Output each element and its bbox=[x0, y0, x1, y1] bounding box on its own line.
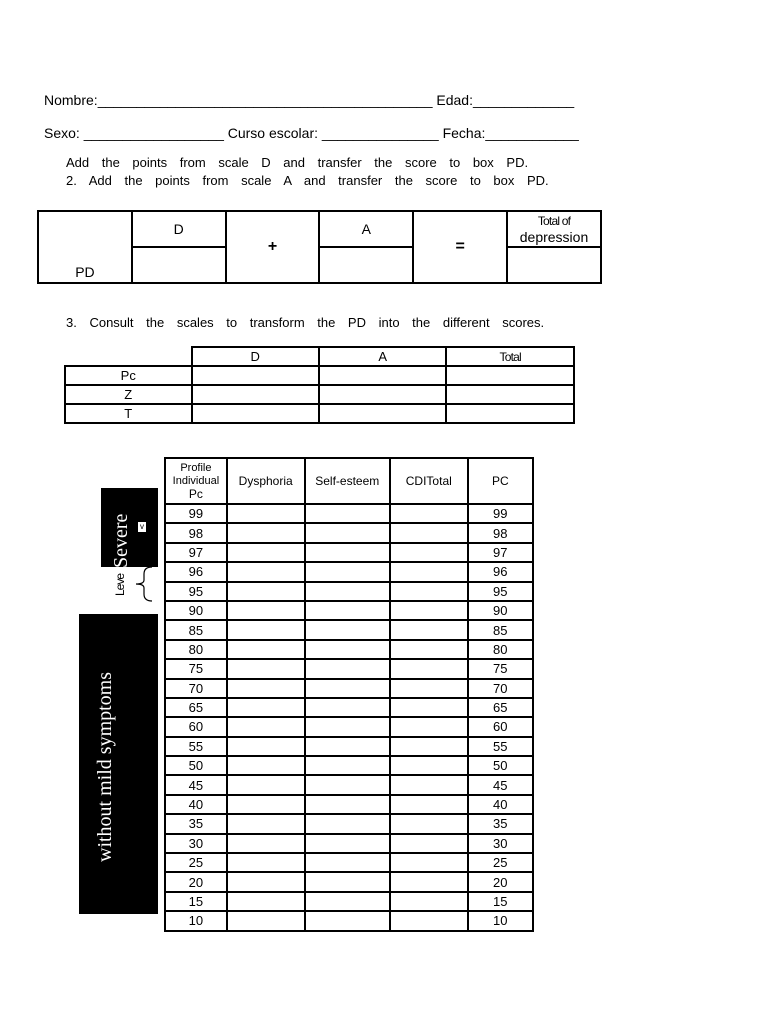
profile-input-cell[interactable] bbox=[227, 892, 305, 911]
profile-pc-value: 96 bbox=[165, 562, 227, 581]
profile-pc-value: 85 bbox=[165, 620, 227, 639]
profile-input-cell[interactable] bbox=[227, 562, 305, 581]
profile-input-cell[interactable] bbox=[305, 698, 390, 717]
table-row bbox=[165, 795, 533, 814]
score-cell[interactable] bbox=[192, 385, 319, 404]
profile-pc-value-right: 99 bbox=[468, 504, 533, 523]
profile-pc-value-right: 75 bbox=[468, 659, 533, 678]
profile-input-cell[interactable] bbox=[390, 756, 468, 775]
profile-pc-value: 95 bbox=[165, 582, 227, 601]
profile-header-selfesteem: Self-esteem bbox=[305, 458, 390, 504]
profile-input-cell[interactable] bbox=[390, 853, 468, 872]
table-row bbox=[165, 717, 533, 736]
score-row-label-t: T bbox=[65, 404, 192, 423]
sexo-field[interactable]: __________________ bbox=[83, 125, 224, 141]
profile-input-cell[interactable] bbox=[390, 562, 468, 581]
profile-input-cell[interactable] bbox=[305, 737, 390, 756]
brace-icon bbox=[132, 566, 156, 602]
profile-input-cell[interactable] bbox=[390, 911, 468, 930]
score-table bbox=[64, 346, 575, 424]
pd-a-header bbox=[319, 211, 413, 247]
profile-input-cell[interactable] bbox=[227, 698, 305, 717]
profile-input-cell[interactable] bbox=[390, 601, 468, 620]
profile-input-cell[interactable] bbox=[305, 620, 390, 639]
score-header-d: D bbox=[192, 347, 319, 366]
profile-input-cell[interactable] bbox=[390, 679, 468, 698]
profile-pc-value-right: 35 bbox=[468, 814, 533, 833]
plus-sign: + bbox=[267, 238, 278, 255]
profile-header-line2: Individual bbox=[172, 474, 220, 487]
profile-header-pc-right: PC bbox=[468, 458, 533, 504]
profile-input-cell[interactable] bbox=[305, 853, 390, 872]
profile-pc-value: 25 bbox=[165, 853, 227, 872]
profile-input-cell[interactable] bbox=[227, 756, 305, 775]
instruction-step1: Add the points from scale D and transfer the score to box PD. bbox=[66, 155, 529, 170]
nombre-label: Nombre: bbox=[44, 92, 98, 108]
profile-input-cell[interactable] bbox=[227, 834, 305, 853]
profile-input-cell[interactable] bbox=[305, 717, 390, 736]
profile-input-cell[interactable] bbox=[390, 543, 468, 562]
profile-pc-value-right: 55 bbox=[468, 737, 533, 756]
profile-pc-value: 15 bbox=[165, 892, 227, 911]
profile-header-line3: Pc bbox=[188, 486, 203, 501]
profile-input-cell[interactable] bbox=[390, 717, 468, 736]
table-row bbox=[165, 737, 533, 756]
profile-input-cell[interactable] bbox=[390, 814, 468, 833]
profile-input-cell[interactable] bbox=[227, 659, 305, 678]
profile-input-cell[interactable] bbox=[305, 523, 390, 542]
profile-pc-value-right: 90 bbox=[468, 601, 533, 620]
table-row bbox=[165, 698, 533, 717]
profile-input-cell[interactable] bbox=[305, 911, 390, 930]
profile-header-cditotal: CDITotal bbox=[390, 458, 468, 504]
profile-input-cell[interactable] bbox=[227, 640, 305, 659]
profile-pc-value-right: 80 bbox=[468, 640, 533, 659]
table-row bbox=[165, 620, 533, 639]
table-row bbox=[165, 892, 533, 911]
profile-pc-value: 55 bbox=[165, 737, 227, 756]
equals-sign: = bbox=[455, 238, 465, 255]
profile-pc-value: 10 bbox=[165, 911, 227, 930]
without-box bbox=[79, 614, 158, 914]
table-row bbox=[165, 601, 533, 620]
profile-pc-value-right: 45 bbox=[468, 775, 533, 794]
curso-field[interactable]: _______________ bbox=[321, 125, 439, 141]
profile-input-cell[interactable] bbox=[227, 543, 305, 562]
table-row bbox=[165, 814, 533, 833]
leve-label: Leve bbox=[113, 573, 127, 596]
profile-header-line1: Profile bbox=[180, 461, 212, 474]
profile-pc-value-right: 97 bbox=[468, 543, 533, 562]
profile-input-cell[interactable] bbox=[227, 679, 305, 698]
profile-pc-value-right: 85 bbox=[468, 620, 533, 639]
profile-pc-value-right: 50 bbox=[468, 756, 533, 775]
profile-pc-value: 75 bbox=[165, 659, 227, 678]
profile-input-cell[interactable] bbox=[305, 601, 390, 620]
curso-label: Curso escolar: bbox=[227, 125, 319, 141]
profile-input-cell[interactable] bbox=[227, 814, 305, 833]
profile-input-cell[interactable] bbox=[390, 640, 468, 659]
profile-input-cell[interactable] bbox=[227, 853, 305, 872]
fecha-label: Fecha: bbox=[442, 125, 486, 141]
pd-total-input[interactable] bbox=[507, 247, 601, 283]
table-row bbox=[165, 911, 533, 930]
profile-pc-value-right: 98 bbox=[468, 523, 533, 542]
table-row bbox=[165, 775, 533, 794]
profile-input-cell[interactable] bbox=[305, 504, 390, 523]
profile-input-cell[interactable] bbox=[305, 543, 390, 562]
profile-input-cell[interactable] bbox=[305, 640, 390, 659]
profile-input-cell[interactable] bbox=[305, 834, 390, 853]
score-header-a: A bbox=[319, 347, 446, 366]
profile-header-pc bbox=[165, 458, 227, 504]
profile-pc-value-right: 30 bbox=[468, 834, 533, 853]
profile-input-cell[interactable] bbox=[305, 775, 390, 794]
profile-input-cell[interactable] bbox=[305, 795, 390, 814]
score-row-label-pc: Pc bbox=[65, 366, 192, 385]
edad-label: Edad: bbox=[436, 92, 473, 108]
profile-input-cell[interactable] bbox=[305, 562, 390, 581]
pd-d-header bbox=[132, 211, 226, 247]
table-row bbox=[165, 679, 533, 698]
profile-input-cell[interactable] bbox=[390, 659, 468, 678]
table-row bbox=[165, 562, 533, 581]
table-row bbox=[165, 872, 533, 891]
profile-pc-value-right: 20 bbox=[468, 872, 533, 891]
severe-label: Severe bbox=[110, 513, 132, 568]
without-label: without mild symptoms bbox=[94, 671, 116, 862]
profile-input-cell[interactable] bbox=[390, 698, 468, 717]
profile-input-cell[interactable] bbox=[305, 679, 390, 698]
profile-input-cell[interactable] bbox=[390, 620, 468, 639]
profile-pc-value-right: 70 bbox=[468, 679, 533, 698]
profile-input-cell[interactable] bbox=[390, 795, 468, 814]
pd-d-input[interactable] bbox=[132, 247, 226, 283]
profile-input-cell[interactable] bbox=[227, 795, 305, 814]
profile-pc-value: 98 bbox=[165, 523, 227, 542]
profile-input-cell[interactable] bbox=[305, 756, 390, 775]
score-cell[interactable] bbox=[446, 404, 574, 423]
pd-table bbox=[37, 210, 602, 284]
profile-input-cell[interactable] bbox=[227, 582, 305, 601]
nombre-field[interactable]: ___________________________________________ bbox=[97, 92, 433, 108]
profile-header-dysphoria: Dysphoria bbox=[227, 458, 305, 504]
table-row bbox=[165, 853, 533, 872]
pd-a-label: A bbox=[361, 221, 371, 237]
profile-input-cell[interactable] bbox=[227, 620, 305, 639]
edad-field[interactable]: _____________ bbox=[472, 92, 575, 108]
instruction-step3: 3. Consult the scales to transform the PD into the different scores. bbox=[66, 315, 545, 330]
profile-input-cell[interactable] bbox=[390, 582, 468, 601]
profile-pc-value-right: 95 bbox=[468, 582, 533, 601]
profile-input-cell[interactable] bbox=[227, 601, 305, 620]
table-row bbox=[165, 543, 533, 562]
table-row bbox=[165, 504, 533, 523]
pd-a-input[interactable] bbox=[319, 247, 413, 283]
profile-input-cell[interactable] bbox=[227, 911, 305, 930]
profile-input-cell[interactable] bbox=[227, 775, 305, 794]
pd-total-header bbox=[507, 211, 601, 247]
profile-input-cell[interactable] bbox=[227, 737, 305, 756]
score-row-label-z: Z bbox=[65, 385, 192, 404]
score-cell[interactable] bbox=[192, 404, 319, 423]
profile-pc-value: 45 bbox=[165, 775, 227, 794]
sexo-label: Sexo: bbox=[44, 125, 80, 141]
profile-input-cell[interactable] bbox=[305, 814, 390, 833]
pd-label-cell bbox=[38, 211, 132, 283]
profile-input-cell[interactable] bbox=[305, 659, 390, 678]
profile-pc-value: 80 bbox=[165, 640, 227, 659]
profile-pc-value: 70 bbox=[165, 679, 227, 698]
pd-equals-cell bbox=[413, 211, 507, 283]
profile-input-cell[interactable] bbox=[227, 523, 305, 542]
profile-input-cell[interactable] bbox=[390, 872, 468, 891]
profile-pc-value: 30 bbox=[165, 834, 227, 853]
severe-small-box bbox=[138, 522, 146, 532]
profile-input-cell[interactable] bbox=[390, 523, 468, 542]
profile-pc-value-right: 96 bbox=[468, 562, 533, 581]
score-cell[interactable] bbox=[319, 404, 446, 423]
score-corner bbox=[65, 347, 192, 366]
fecha-field[interactable]: ____________ bbox=[485, 125, 579, 141]
score-cell[interactable] bbox=[446, 366, 574, 385]
score-cell[interactable] bbox=[319, 366, 446, 385]
profile-pc-value: 40 bbox=[165, 795, 227, 814]
table-row bbox=[165, 834, 533, 853]
profile-input-cell[interactable] bbox=[305, 892, 390, 911]
severe-small-mark: v bbox=[140, 522, 144, 531]
score-cell[interactable] bbox=[446, 385, 574, 404]
profile-pc-value-right: 15 bbox=[468, 892, 533, 911]
profile-input-cell[interactable] bbox=[390, 834, 468, 853]
profile-pc-value-right: 25 bbox=[468, 853, 533, 872]
instruction-step2: 2. Add the points from scale A and transfer the score to box PD. bbox=[66, 173, 549, 188]
pd-plus-cell bbox=[226, 211, 320, 283]
nombre-line bbox=[44, 92, 574, 108]
depression-label: depression bbox=[519, 229, 589, 245]
profile-pc-value: 60 bbox=[165, 717, 227, 736]
profile-input-cell[interactable] bbox=[390, 737, 468, 756]
pd-d-label: D bbox=[173, 221, 184, 237]
profile-pc-value: 50 bbox=[165, 756, 227, 775]
table-row bbox=[165, 582, 533, 601]
profile-pc-value: 90 bbox=[165, 601, 227, 620]
profile-pc-value-right: 10 bbox=[468, 911, 533, 930]
profile-input-cell[interactable] bbox=[390, 504, 468, 523]
profile-pc-value: 65 bbox=[165, 698, 227, 717]
profile-pc-value-right: 65 bbox=[468, 698, 533, 717]
profile-pc-value: 35 bbox=[165, 814, 227, 833]
profile-table bbox=[164, 457, 534, 932]
profile-input-cell[interactable] bbox=[227, 504, 305, 523]
profile-input-cell[interactable] bbox=[227, 717, 305, 736]
score-cell[interactable] bbox=[319, 385, 446, 404]
profile-input-cell[interactable] bbox=[305, 582, 390, 601]
table-row bbox=[165, 659, 533, 678]
profile-input-cell[interactable] bbox=[305, 872, 390, 891]
sexo-line bbox=[44, 125, 579, 141]
profile-pc-value-right: 40 bbox=[468, 795, 533, 814]
table-row bbox=[165, 523, 533, 542]
score-cell[interactable] bbox=[192, 366, 319, 385]
total-of-label: Total of bbox=[537, 214, 571, 228]
profile-input-cell[interactable] bbox=[227, 872, 305, 891]
table-row bbox=[165, 640, 533, 659]
profile-input-cell[interactable] bbox=[390, 892, 468, 911]
pd-label: PD bbox=[75, 264, 95, 280]
profile-pc-value-right: 60 bbox=[468, 717, 533, 736]
profile-pc-value: 20 bbox=[165, 872, 227, 891]
profile-pc-value: 97 bbox=[165, 543, 227, 562]
table-row bbox=[165, 756, 533, 775]
profile-pc-value: 99 bbox=[165, 504, 227, 523]
profile-input-cell[interactable] bbox=[390, 775, 468, 794]
score-header-total: Total bbox=[446, 347, 574, 366]
